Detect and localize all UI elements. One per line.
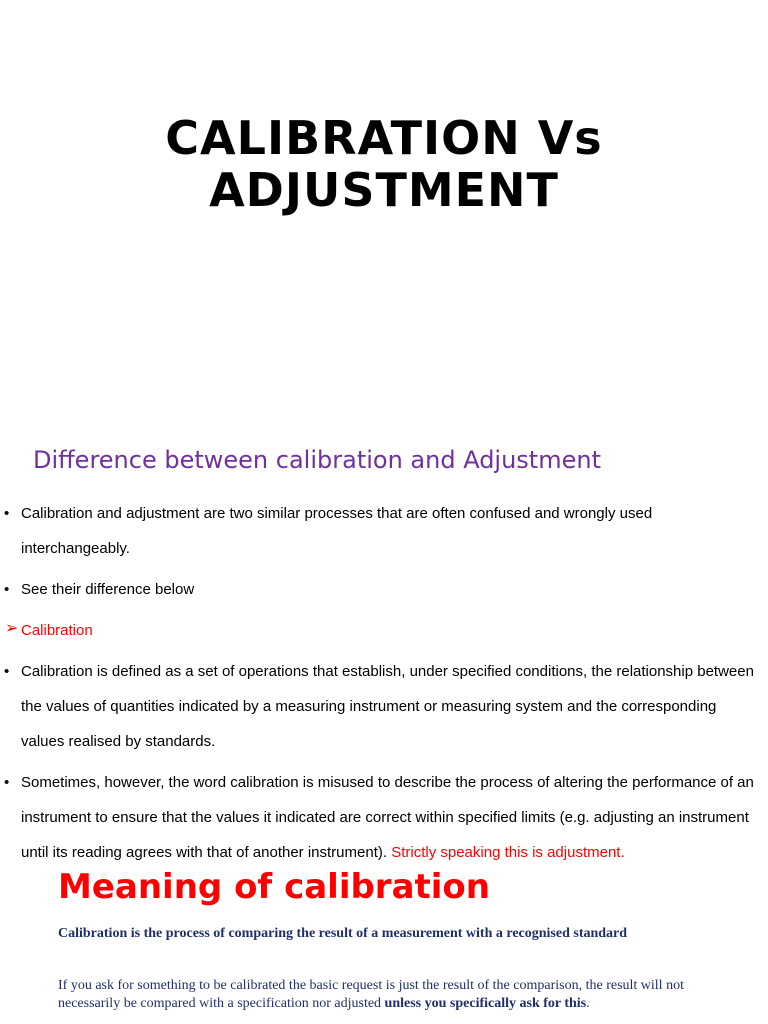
bullet-text: Calibration and adjustment are two similar processes that are often confused and wrongly used interchangeably.	[21, 505, 653, 557]
list-item	[4, 572, 762, 607]
definition-text: Calibration is the process of comparing the result of a measurement with a recognised standard	[58, 926, 628, 941]
list-item-calibration	[5, 613, 762, 648]
section-heading: Difference between calibration and Adjustment	[33, 446, 601, 474]
paragraph-bold-text: unless you specifically ask for this	[384, 996, 587, 1011]
bullet-text: See their difference below	[21, 581, 195, 598]
paragraph-end: .	[586, 996, 590, 1011]
bullet-text: Sometimes, however, the word calibration is misused to describe the process of altering the performance of an instrument to ensure that the values it indicated are correct within specified limits (e.g. adjusting an instrument until its reading agrees with that of another instrument).	[21, 774, 754, 861]
bullet-text: Calibration is defined as a set of operations that establish, under specified conditions, the relationship between the values of quantities indicated by a measuring instrument or measuring system and the corresponding values realised by standards.	[21, 663, 754, 750]
title-line-2: ADJUSTMENT	[209, 163, 559, 217]
explanation-paragraph	[58, 977, 718, 1013]
list-item	[4, 765, 762, 870]
bullet-icon: •	[4, 505, 10, 522]
paragraph-text: If you ask for something to be calibrated the basic request is just the result of the comparison, the result will not necessarily be compared with a specification nor adjusted	[58, 978, 684, 1011]
title-line-1: CALIBRATION Vs	[165, 111, 603, 165]
bullet-text: Calibration	[21, 622, 93, 639]
page-title	[0, 112, 768, 216]
list-item	[4, 496, 762, 566]
bullet-emphasis-text: Strictly speaking this is adjustment.	[391, 844, 625, 861]
meaning-heading: Meaning of calibration	[58, 867, 490, 907]
bullet-icon: •	[4, 581, 10, 598]
bullet-icon: •	[4, 663, 10, 680]
list-item	[4, 654, 762, 759]
arrow-bullet-icon: ➢	[5, 620, 19, 637]
bullet-icon: •	[4, 774, 10, 791]
